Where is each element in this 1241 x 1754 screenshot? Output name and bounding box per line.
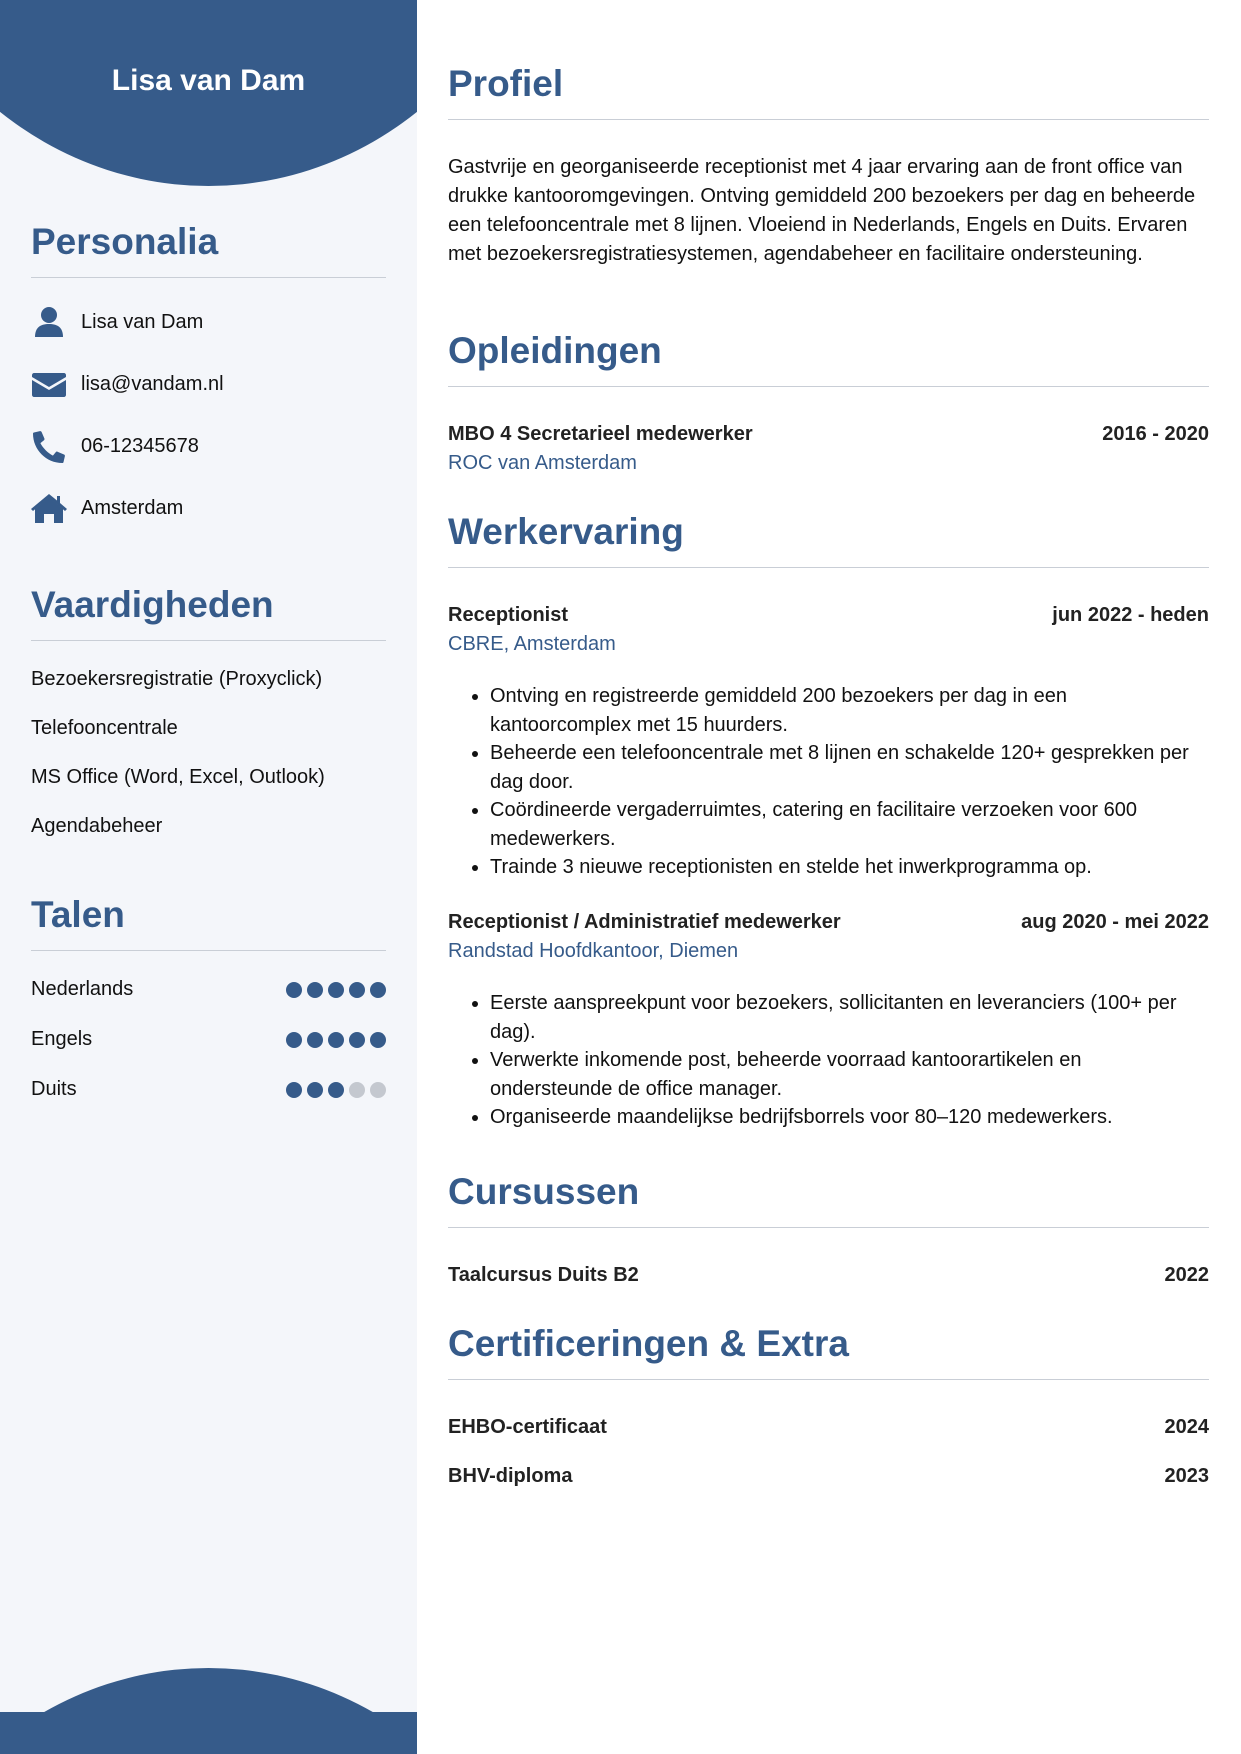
- job-bullets: [448, 989, 1209, 1132]
- skill-item: Bezoekersregistratie (Proxyclick): [31, 667, 323, 690]
- level-dot-filled: [286, 1082, 302, 1098]
- contact-phone[interactable]: [31, 416, 386, 478]
- level-dot-empty: [370, 1082, 386, 1098]
- certificate-year: 2023: [1164, 1465, 1209, 1487]
- job-entry: [448, 604, 1209, 882]
- education-institution: ROC van Amsterdam: [448, 452, 637, 474]
- job-bullet: • Eerste aanspreekpunt voor bezoekers, sollicitanten en leveranciers (100+ per dag).: [490, 989, 1209, 1046]
- vaardigheden-section: [31, 585, 386, 851]
- profile-text: Gastvrije en georganiseerde receptionist met 4 jaar ervaring aan de front office van drukke kantooromgevingen. Ontving gemiddeld 200 bezoekers per dag en beheerde een telefooncentrale met 8 lijnen. Vloeiend in Nederlands, Engels en Duits. Ervaren met bezoekersregistratiesystemen, agendabeheer en facilitaire ondersteuning.: [448, 156, 1196, 265]
- certificate-title: EHBO-certificaat: [448, 1416, 607, 1438]
- certificeringen-heading: Certificeringen & Extra: [448, 1324, 1209, 1380]
- skill-item: MS Office (Word, Excel, Outlook): [31, 765, 325, 788]
- certificate-entry: [448, 1465, 1209, 1488]
- job-title: Receptionist / Administratief medewerker: [448, 911, 841, 933]
- language-row: [31, 1015, 386, 1065]
- opleidingen-heading: Opleidingen: [448, 331, 1209, 387]
- job-company: Randstad Hoofdkantoor, Diemen: [448, 940, 739, 962]
- contact-phone-text[interactable]: 06-12345678: [81, 435, 199, 458]
- language-level-dots: [286, 1082, 386, 1098]
- phone-icon: [31, 429, 67, 465]
- contact-name-text: Lisa van Dam: [81, 311, 204, 334]
- contact-name: [31, 292, 386, 354]
- language-name: Nederlands: [31, 978, 134, 1001]
- envelope-icon: [31, 367, 67, 403]
- profiel-heading: Profiel: [448, 64, 1209, 120]
- job-bullets: [448, 682, 1209, 882]
- werkervaring-heading: Werkervaring: [448, 512, 1209, 568]
- language-level-dots: [286, 982, 386, 998]
- certificate-year: 2024: [1164, 1416, 1209, 1438]
- job-bullet: • Trainde 3 nieuwe receptionisten en stelde het inwerkprogramma op.: [490, 853, 1209, 882]
- job-period: jun 2022 - heden: [1052, 604, 1209, 626]
- level-dot-filled: [307, 982, 323, 998]
- course-title: Taalcursus Duits B2: [448, 1264, 639, 1286]
- skill-item: Agendabeheer: [31, 814, 163, 837]
- contact-email[interactable]: [31, 354, 386, 416]
- level-dot-filled: [286, 1032, 302, 1048]
- vaardigheden-heading: Vaardigheden: [31, 585, 386, 641]
- level-dot-filled: [370, 982, 386, 998]
- certificate-entry: [448, 1416, 1209, 1439]
- job-bullet: • Coördineerde vergaderruimtes, catering en facilitaire verzoeken voor 600 medewerkers.: [490, 796, 1209, 853]
- cursussen-heading: Cursussen: [448, 1172, 1209, 1228]
- level-dot-filled: [370, 1032, 386, 1048]
- job-company: CBRE, Amsterdam: [448, 633, 616, 655]
- course-entry: [448, 1264, 1209, 1287]
- contact-city-text: Amsterdam: [81, 497, 184, 520]
- level-dot-filled: [328, 1032, 344, 1048]
- job-bullet: • Organiseerde maandelijkse bedrijfsborrels voor 80–120 medewerkers.: [490, 1103, 1209, 1132]
- job-entry: [448, 911, 1209, 1132]
- level-dot-filled: [307, 1082, 323, 1098]
- sidebar: [0, 0, 417, 1754]
- candidate-name: Lisa van Dam: [111, 64, 306, 97]
- level-dot-filled: [328, 1082, 344, 1098]
- education-period: 2016 - 2020: [1102, 423, 1209, 445]
- language-name: Engels: [31, 1028, 93, 1051]
- language-name: Duits: [31, 1078, 77, 1101]
- education-title: MBO 4 Secretarieel medewerker: [448, 423, 753, 445]
- education-entry: [448, 423, 1209, 475]
- skill-item: Telefooncentrale: [31, 716, 178, 739]
- job-bullet: • Verwerkte inkomende post, beheerde voorraad kantoorartikelen en ondersteunde de office manager.: [490, 1046, 1209, 1103]
- certificate-title: BHV-diploma: [448, 1465, 573, 1487]
- language-level-dots: [286, 1032, 386, 1048]
- level-dot-filled: [349, 1032, 365, 1048]
- person-icon: [31, 305, 67, 341]
- level-dot-filled: [349, 982, 365, 998]
- level-dot-filled: [328, 982, 344, 998]
- talen-heading: Talen: [31, 895, 386, 951]
- level-dot-filled: [307, 1032, 323, 1048]
- language-row: [31, 1065, 386, 1115]
- personalia-heading: Personalia: [31, 222, 386, 278]
- contact-email-text[interactable]: lisa@vandam.nl: [81, 373, 224, 396]
- job-period: aug 2020 - mei 2022: [1021, 911, 1209, 933]
- language-row: [31, 965, 386, 1015]
- job-bullet: • Ontving en registreerde gemiddeld 200 bezoekers per dag in een kantoorcomplex met 15 huurders.: [490, 682, 1209, 739]
- personalia-section: [31, 222, 386, 540]
- talen-section: [31, 895, 386, 1115]
- course-year: 2022: [1164, 1264, 1209, 1286]
- job-title: Receptionist: [448, 604, 569, 626]
- level-dot-empty: [349, 1082, 365, 1098]
- contact-city: [31, 478, 386, 540]
- job-bullet: • Beheerde een telefooncentrale met 8 lijnen en schakelde 120+ gesprekken per dag door.: [490, 739, 1209, 796]
- footer-band: [0, 1712, 417, 1754]
- home-icon: [31, 491, 67, 527]
- level-dot-filled: [286, 982, 302, 998]
